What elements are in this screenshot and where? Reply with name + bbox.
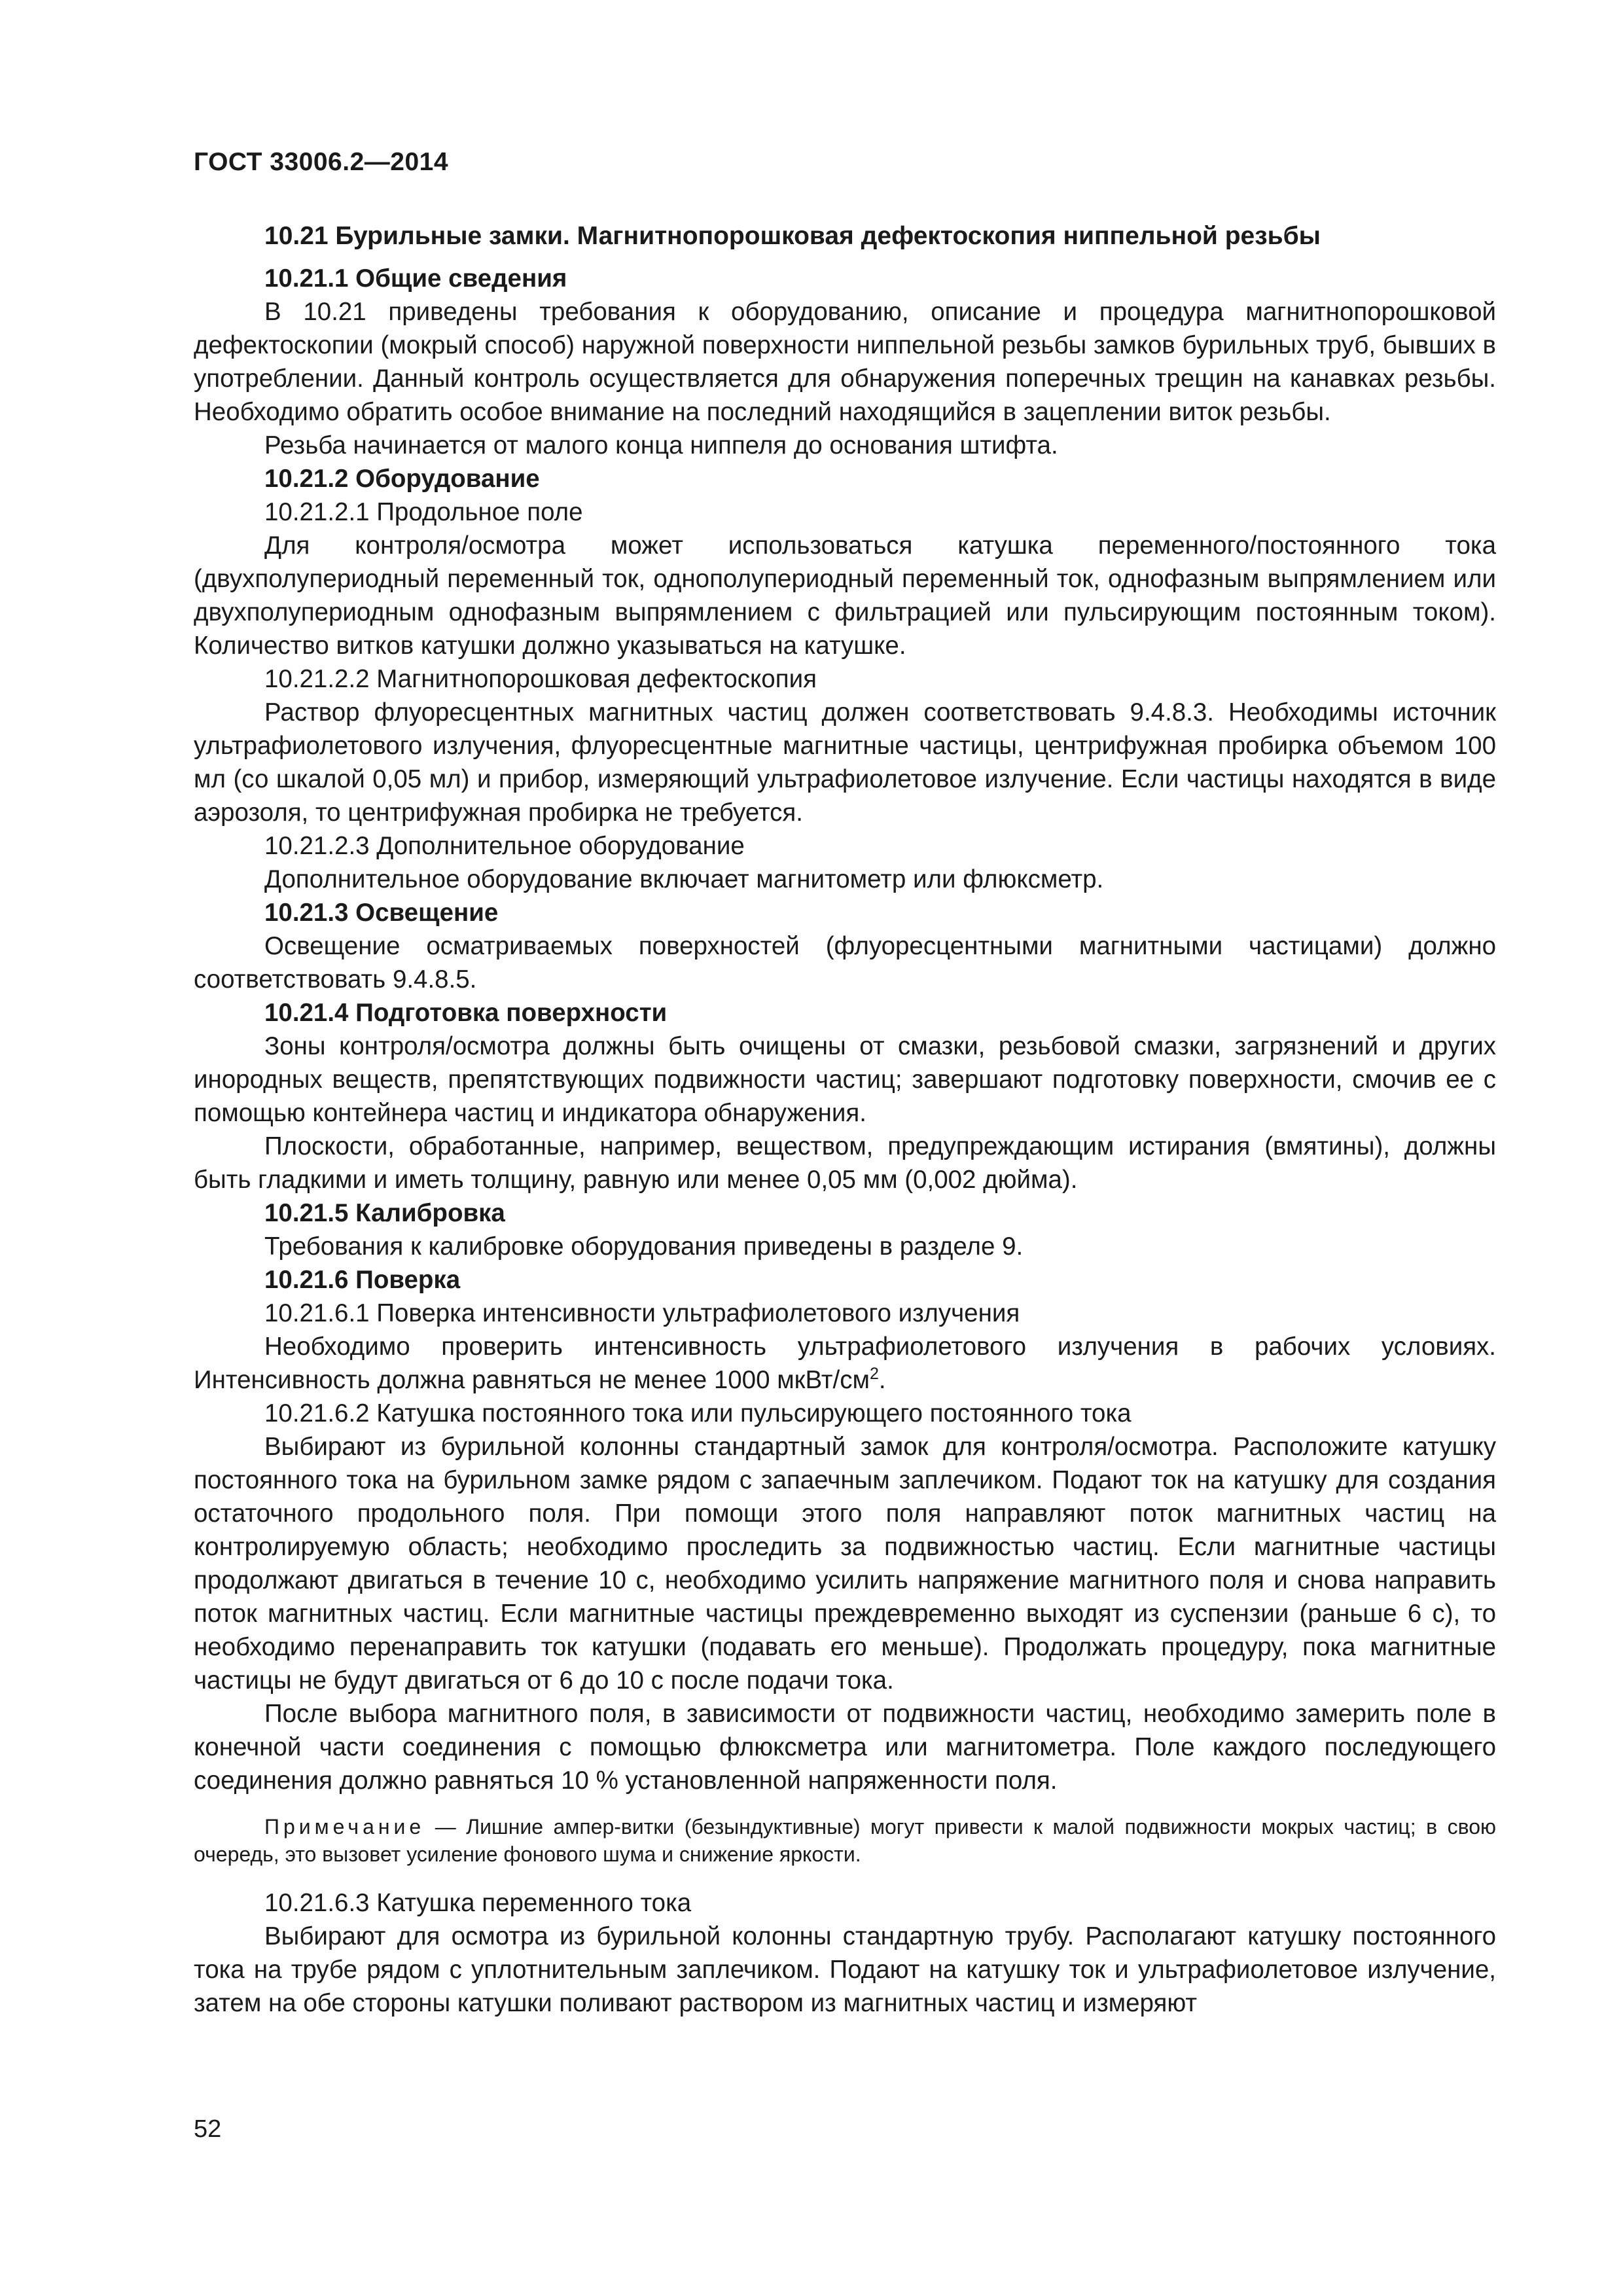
- paragraph: Раствор флуоресцентных магнитных частиц должен соответствовать 9.4.8.3. Необходимы источник ультрафиолетового излучения, флуоресцентные магнитные частицы, центрифужная пробирка объемом 100 мл (со шкалой 0,05 мл) и прибор, измеряющий ультрафиолетовое излучение. Если частицы находятся в виде аэрозоля, то центрифужная пробирка не требуется.: [194, 698, 1496, 827]
- subsection-heading-lighting: 10.21.3 Освещение: [264, 899, 499, 927]
- subsection-heading-verification: 10.21.6 Поверка: [264, 1266, 461, 1294]
- paragraph: В 10.21 приведены требования к оборудованию, описание и процедура магнитнопорошковой дефектоскопии (мокрый способ) наружной поверхности ниппельной резьбы замков бурильных труб, бывших в употреблении. Данный контроль осуществляется для обнаружения поперечных трещин на канавках резьбы. Необходимо обратить особое внимание на последний находящийся в зацеплении виток резьбы.: [194, 298, 1496, 426]
- section-title: 10.21 Бурильные замки. Магнитнопорошковая дефектоскопия ниппельной резьбы: [264, 222, 1321, 250]
- subsection-heading-surface-prep: 10.21.4 Подготовка поверхности: [264, 999, 668, 1027]
- paragraph: Резьба начинается от малого конца ниппеля до основания штифта.: [264, 431, 1058, 459]
- paragraph-end: .: [878, 1366, 886, 1394]
- note-text: — Лишние ампер-витки (безындуктивные) могут привести к малой подвижности мокрых частиц; в свою очередь, это вызовет усиление фонового шума и снижение яркости.: [194, 1815, 1496, 1866]
- paragraph: Зоны контроля/осмотра должны быть очищены от смазки, резьбовой смазки, загрязнений и других инородных веществ, препятствующих подвижности частиц; завершают подготовку поверхности, смочив ее с помощью контейнера частиц и индикатора обнаружения.: [194, 1032, 1496, 1127]
- paragraph: Дополнительное оборудование включает магнитометр или флюксметр.: [264, 865, 1104, 893]
- clause-title: 10.21.6.1 Поверка интенсивности ультрафиолетового излучения: [264, 1299, 1020, 1327]
- main-content: [194, 219, 1496, 2020]
- paragraph-text: Необходимо проверить интенсивность ультрафиолетового излучения в рабочих условиях. Интенсивность должна равняться не менее 1000 мкВт/см: [194, 1333, 1496, 1394]
- clause-title: 10.21.2.3 Дополнительное оборудование: [264, 832, 745, 860]
- paragraph: Плоскости, обработанные, например, веществом, предупреждающим истирания (вмятины), должны быть гладкими и иметь толщину, равную или менее 0,05 мм (0,002 дюйма).: [194, 1132, 1496, 1194]
- superscript: 2: [869, 1365, 879, 1384]
- document-code: ГОСТ 33006.2—2014: [194, 148, 449, 176]
- clause-title: 10.21.6.2 Катушка постоянного тока или пульсирующего постоянного тока: [264, 1399, 1132, 1427]
- paragraph: Для контроля/осмотра может использоваться катушка переменного/постоянного тока (двухполупериодный переменный ток, однополупериодный переменный ток, однофазным выпрямлением или двухполупериодным однофазным выпрямлением с фильтрацией или пульсирующим постоянным током). Количество витков катушки должно указываться на катушке.: [194, 531, 1496, 660]
- paragraph: Требования к калибровке оборудования приведены в разделе 9.: [264, 1232, 1024, 1261]
- clause-title: 10.21.2.2 Магнитнопорошковая дефектоскопия: [264, 665, 817, 693]
- clause-title: 10.21.2.1 Продольное поле: [264, 498, 583, 526]
- paragraph: Выбирают для осмотра из бурильной колонны стандартную трубу. Располагают катушку постоянного тока на трубе рядом с уплотнительным заплечиком. Подают на катушку ток и ультрафиолетовое излучение, затем на обе стороны катушки поливают раствором из магнитных частиц и измеряют: [194, 1922, 1496, 2017]
- page-number: 52: [194, 2115, 222, 2143]
- subsection-heading-general: 10.21.1 Общие сведения: [264, 264, 567, 293]
- paragraph: После выбора магнитного поля, в зависимости от подвижности частиц, необходимо замерить поле в конечной части соединения с помощью флюксметра или магнитометра. Поле каждого последующего соединения должно равняться 10 % установленной напряженности поля.: [194, 1700, 1496, 1795]
- subsection-heading-equipment: 10.21.2 Оборудование: [264, 465, 540, 493]
- note-label: Примечание: [264, 1815, 425, 1839]
- paragraph: [194, 1330, 1496, 1397]
- clause-title: 10.21.6.3 Катушка переменного тока: [264, 1889, 692, 1917]
- subsection-heading-calibration: 10.21.5 Калибровка: [264, 1199, 505, 1227]
- note: [194, 1813, 1496, 1868]
- paragraph: Выбирают из бурильной колонны стандартный замок для контроля/осмотра. Расположите катушку постоянного тока на бурильном замке рядом с запаечным заплечиком. Подают ток на катушку для создания остаточного продольного поля. При помощи этого поля направляют поток магнитных частиц на контролируемую область; необходимо проследить за подвижностью частиц. Если магнитные частицы продолжают двигаться в течение 10 с, необходимо усилить напряжение магнитного поля и снова направить поток магнитных частиц. Если магнитные частицы преждевременно выходят из суспензии (раньше 6 с), то необходимо перенаправить ток катушки (подавать его меньше). Продолжать процедуру, пока магнитные частицы не будут двигаться от 6 до 10 с после подачи тока.: [194, 1433, 1496, 1695]
- paragraph: Освещение осматриваемых поверхностей (флуоресцентными магнитными частицами) должно соответствовать 9.4.8.5.: [194, 932, 1496, 994]
